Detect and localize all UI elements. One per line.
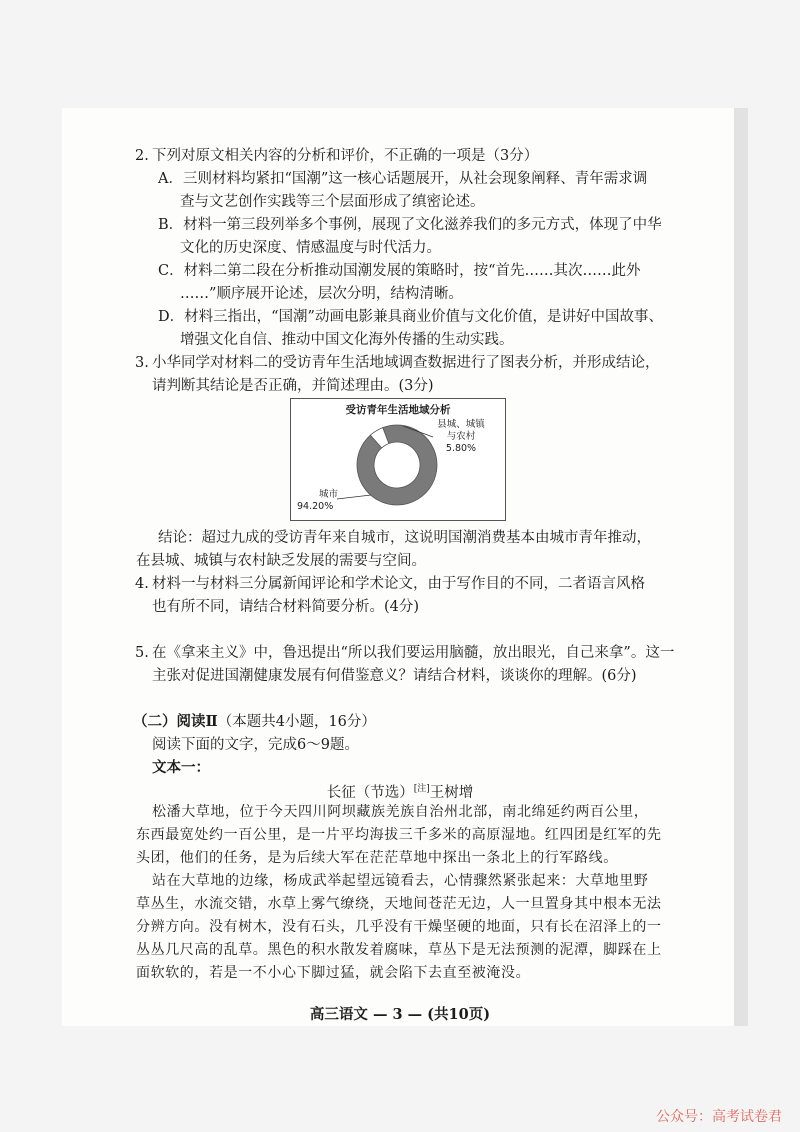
q2-option-b-line1: B．材料一第三段列举多个事例，展现了文化滋养我们的多元方式，体现了中华 (158, 217, 662, 233)
q2-option-b-line2: 文化的历史深度、情感温度与时代活力。 (180, 240, 441, 256)
article-line-8: 面软软的，若是一不小心下脚过猛，就会陷下去直至被淹没。 (136, 965, 531, 981)
q3-line1: 小华同学对材料二的受访青年生活地域调查数据进行了图表分析，并形成结论， (152, 355, 660, 371)
article-line-5: 草丛生，水流交错，水草上雾气缭绕，天地间苍茫无边，人一旦置身其中根本无法 (136, 896, 662, 912)
article-line-6: 分辨方向。没有树木，没有石头，几乎没有干燥坚硬的地面，只有长在沼泽上的一 (136, 919, 662, 935)
reading-instruction: 阅读下面的文字，完成6～9题。 (152, 737, 359, 753)
reading-section-note: （本题共4小题，16分） (217, 714, 376, 730)
q3-conclusion-line1: 结论：超过九成的受访青年来自城市，这说明国潮消费基本由城市青年推动， (158, 530, 651, 546)
q5-number: 5. (135, 645, 149, 661)
chart-label-rural-value: 5.80% (445, 443, 477, 454)
article-note-mark: [注] (413, 784, 430, 794)
page-footer: 高三语文 — 3 — (共10页) (309, 1006, 491, 1023)
q2-option-c-line1: C．材料二第二段在分析推动国潮发展的策略时，按“首先……其次……此外 (158, 263, 641, 279)
watermark-text: 公众号：高考试卷君 (656, 1109, 782, 1125)
chart-label-city-value: 94.20% (297, 501, 334, 512)
q4-number: 4. (135, 576, 149, 592)
q2-stem: 下列对原文相关内容的分析和评价，不正确的一项是（3分） (152, 148, 539, 164)
q3-line2: 请判断其结论是否正确，并简述理由。(3分) (152, 378, 434, 394)
chart-label-city (297, 489, 338, 513)
reading-section-title: （二）阅读Ⅱ (133, 713, 218, 730)
q5-line1: 在《拿来主义》中，鲁迅提出“所以我们要运用脑髓，放出眼光，自己来拿”。这一 (152, 645, 675, 661)
q2-option-a-line1: A．三则材料均紧扣“国潮”这一核心话题展开，从社会现象阐释、青年需求调 (158, 171, 648, 187)
leader-line-city (337, 495, 371, 499)
article-line-7: 丛丛几尺高的乱草。黑色的积水散发着腐味，草丛下是无法预测的泥潭，脚踩在上 (136, 942, 662, 958)
article-line-3: 头团，他们的任务，是为后续大军在茫茫草地中探出一条北上的行军路线。 (136, 850, 618, 866)
q3-conclusion-line2: 在县城、城镇与农村缺乏发展的需要与空间。 (136, 553, 426, 569)
article-author: 王树增 (429, 784, 474, 801)
q5-line2: 主张对促进国潮健康发展有何借鉴意义？请结合材料，谈谈你的理解。(6分) (152, 668, 637, 684)
article-line-1: 松潘大草地，位于今天四川阿坝藏族羌族自治州北部，南北绵延约两百公里， (152, 804, 649, 820)
chart-label-rural-line1: 县城、城镇 (437, 419, 485, 430)
page-edge-shadow (734, 108, 748, 1026)
article-title: 长征（节选） (326, 784, 414, 801)
article-line-4: 站在大草地的边缘，杨成武举起望远镜看去，心情骤然紧张起来：大草地里野 (152, 873, 649, 889)
donut-slice-city (357, 425, 437, 505)
q2-option-a-line2: 查与文艺创作实践等三个层面形成了缜密论述。 (180, 194, 485, 210)
q4-line2: 也有所不同，请结合材料简要分析。(4分) (152, 599, 420, 615)
reading-section-heading (133, 712, 376, 732)
q4-line1: 材料一与材料三分属新闻评论和学术论文，由于写作目的不同，二者语言风格 (152, 576, 645, 592)
chart-label-rural-line2: 与农村 (446, 431, 476, 442)
article-line-2: 东西最宽处约一百公里，是一片平均海拔三千多米的高原湿地。红四团是红军的先 (136, 827, 662, 843)
q2-option-c-line2: ……”顺序展开论述，层次分明，结构清晰。 (180, 286, 463, 302)
q3-number: 3. (135, 355, 149, 371)
q2-option-d-line2: 增强文化自信、推动中国文化海外传播的生动实践。 (180, 332, 514, 348)
chart-label-city-line1: 城市 (319, 489, 339, 500)
donut-chart (290, 398, 506, 521)
q2-option-d-line1: D．材料三指出，“国潮”动画电影兼具商业价值与文化价值，是讲好中国故事、 (158, 309, 663, 325)
q2-number: 2. (135, 148, 149, 164)
article-heading (0, 779, 800, 803)
text-one-label: 文本一： (152, 759, 210, 776)
chart-title: 受访青年生活地域分析 (345, 404, 451, 416)
